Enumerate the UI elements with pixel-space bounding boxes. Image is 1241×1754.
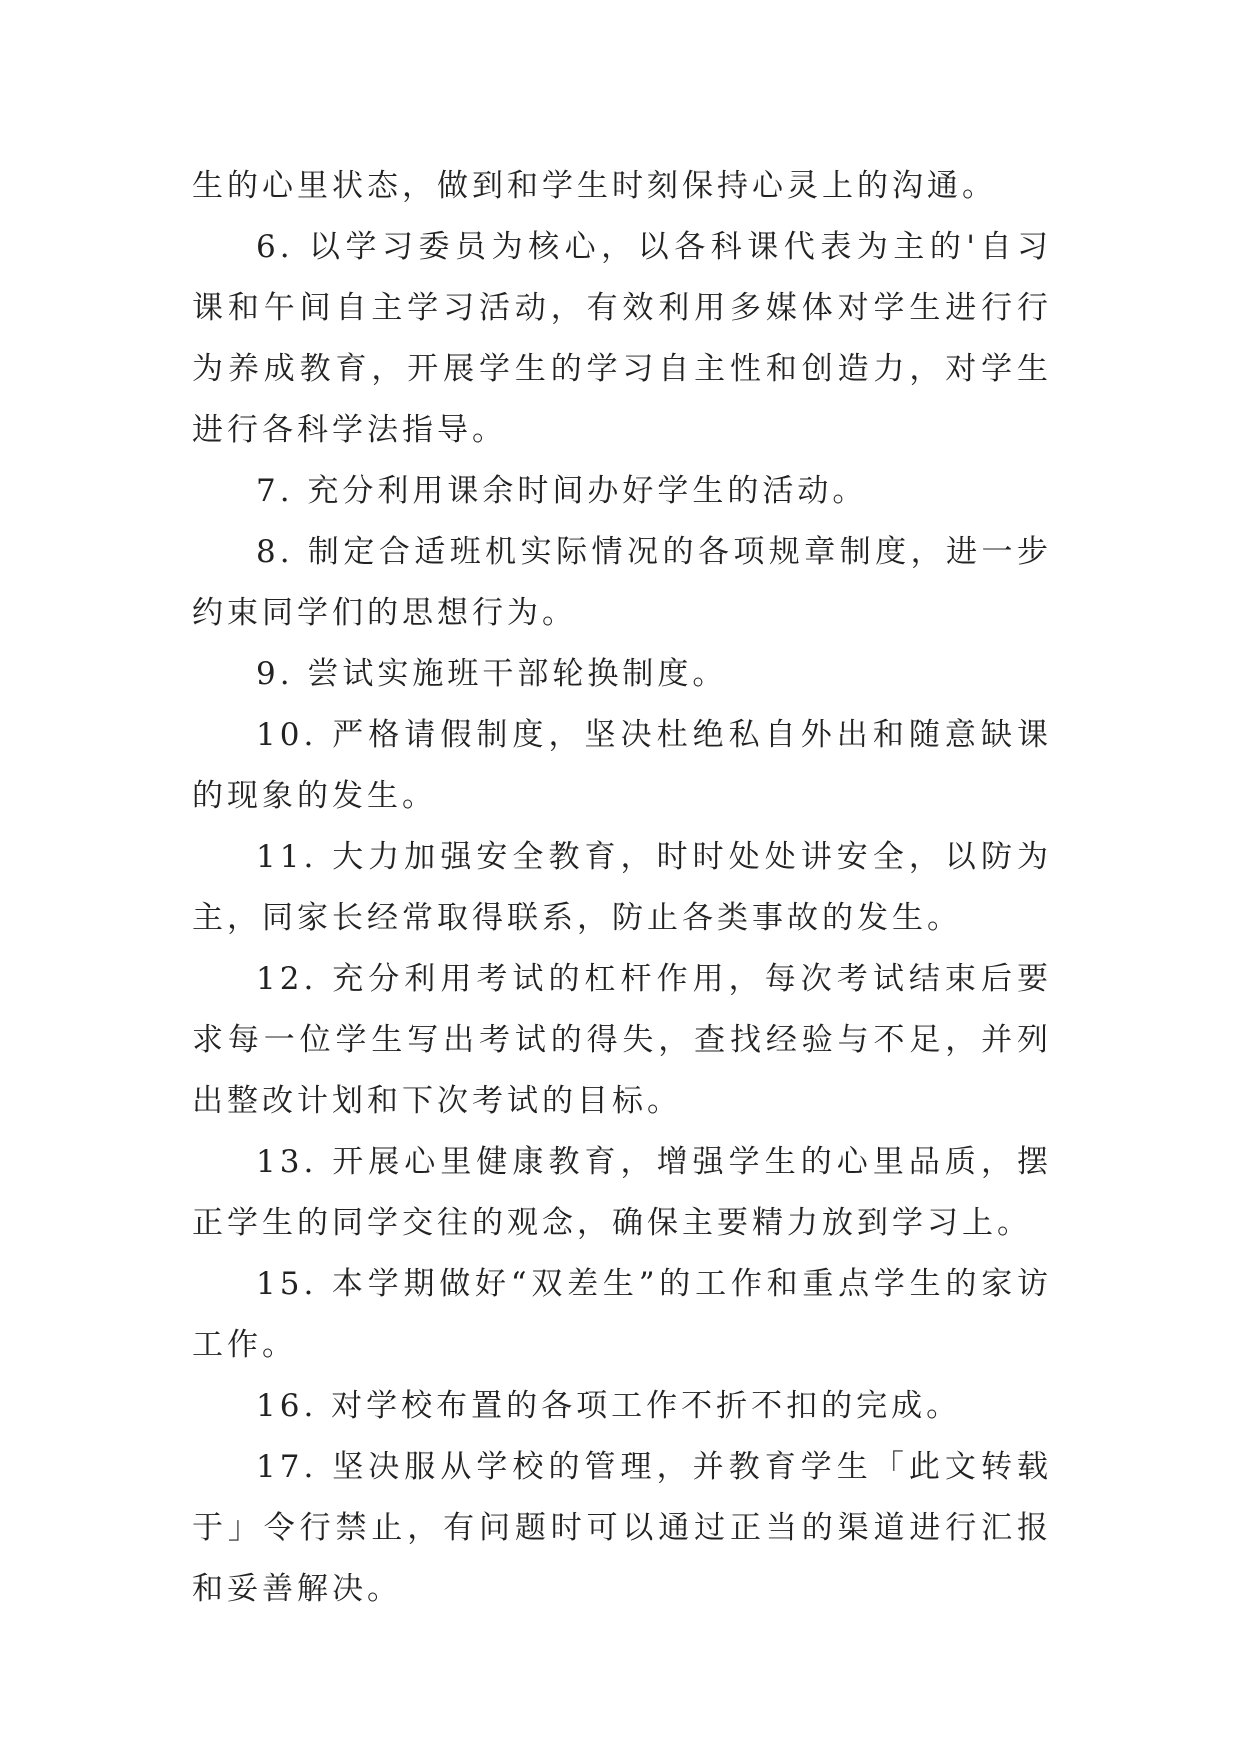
paragraph-item-6: 6. 以学习委员为核心，以各科课代表为主的'自习课和午间自主学习活动，有效利用多媒体对学生进行行为养成教育，开展学生的学习自主性和创造力，对学生进行各科学法指导。 — [192, 229, 1052, 448]
paragraph-item-16: 16. 对学校布置的各项工作不折不扣的完成。 — [256, 1388, 962, 1424]
paragraph-item-17: 17. 坚决服从学校的管理，并教育学生「此文转载于」令行禁止，有问题时可以通过正当的渠道进行汇报和妥善解决。 — [192, 1449, 1052, 1607]
paragraph-item-11: 11. 大力加强安全教育，时时处处讲安全，以防为主，同家长经常取得联系，防止各类事故的发生。 — [192, 839, 1052, 936]
document-body — [192, 156, 1052, 1620]
paragraph-item-12: 12. 充分利用考试的杠杆作用，每次考试结束后要求每一位学生写出考试的得失，查找经验与不足，并列出整改计划和下次考试的目标。 — [192, 961, 1052, 1119]
paragraph-item-9: 9. 尝试实施班干部轮换制度。 — [256, 656, 728, 692]
paragraph-item-8: 8. 制定合适班机实际情况的各项规章制度，进一步约束同学们的思想行为。 — [192, 534, 1052, 631]
paragraph-item-15: 15. 本学期做好“双差生”的工作和重点学生的家访工作。 — [192, 1266, 1052, 1363]
paragraph-item-10: 10. 严格请假制度，坚决杜绝私自外出和随意缺课的现象的发生。 — [192, 717, 1052, 814]
paragraph-item-13: 13. 开展心里健康教育，增强学生的心里品质，摆正学生的同学交往的观念，确保主要精力放到学习上。 — [192, 1144, 1052, 1241]
paragraph-continuation: 生的心里状态，做到和学生时刻保持心灵上的沟通。 — [192, 168, 997, 204]
paragraph-item-7: 7. 充分利用课余时间办好学生的活动。 — [256, 473, 868, 509]
